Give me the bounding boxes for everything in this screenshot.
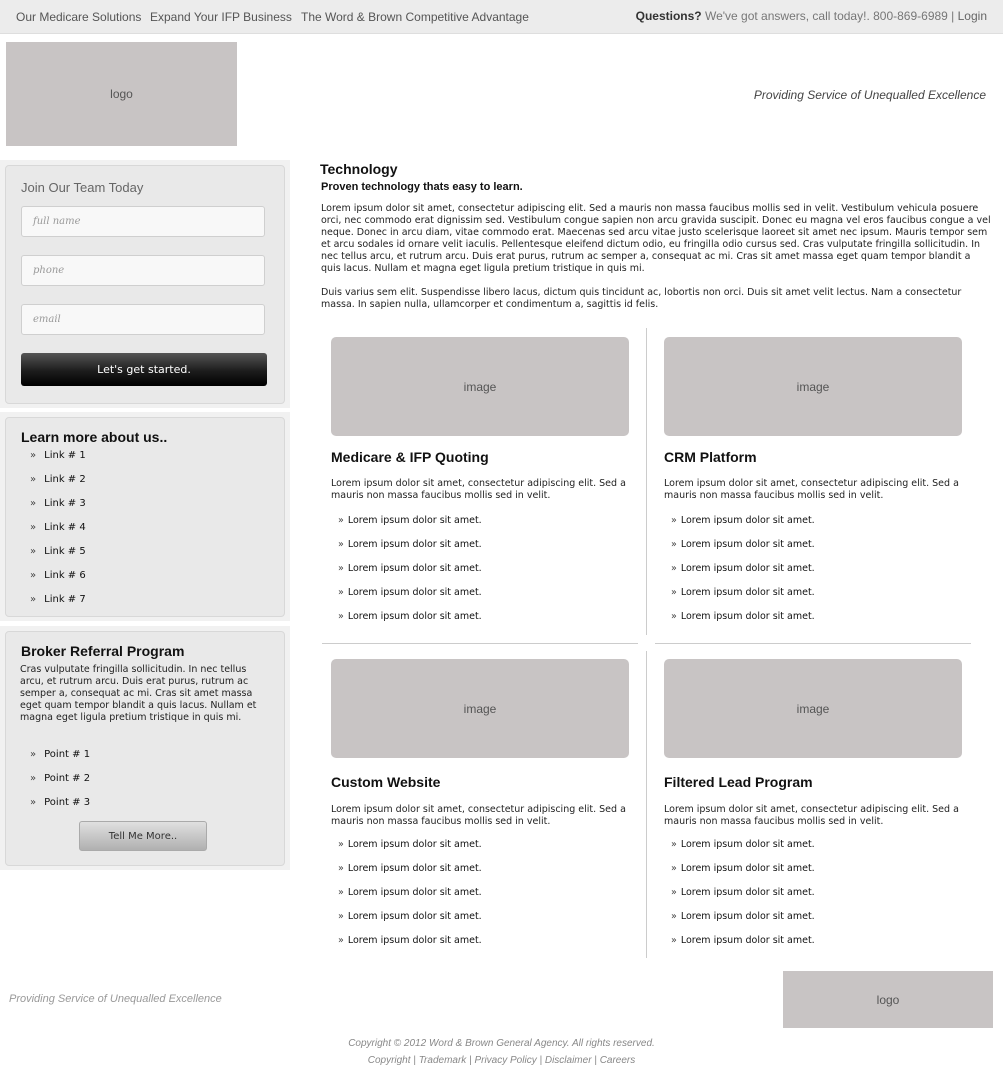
chevron-right-icon: »: [30, 749, 37, 760]
list-item: » Lorem ipsum dolor sit amet.: [671, 587, 815, 598]
chevron-right-icon: »: [30, 498, 37, 509]
list-item: » Lorem ipsum dolor sit amet.: [338, 863, 482, 874]
contact-text: We've got answers, call today!. 800-869-6989 |: [701, 9, 958, 23]
chevron-right-icon: »: [338, 539, 344, 550]
contact-label: Questions?: [635, 9, 702, 23]
card-title: Filtered Lead Program: [664, 774, 813, 790]
chevron-right-icon: »: [671, 911, 677, 922]
header-tagline: Providing Service of Unequalled Excellence: [753, 88, 986, 102]
chevron-right-icon: »: [338, 935, 344, 946]
chevron-right-icon: »: [30, 797, 37, 808]
list-item: » Lorem ipsum dolor sit amet.: [338, 887, 482, 898]
chevron-right-icon: »: [30, 773, 37, 784]
chevron-right-icon: »: [30, 522, 37, 533]
footer-link-careers[interactable]: Careers: [599, 1055, 636, 1066]
chevron-right-icon: »: [671, 611, 677, 622]
learn-link-7[interactable]: » Link # 7: [30, 594, 86, 605]
chevron-right-icon: »: [338, 515, 344, 526]
footer-tagline: Providing Service of Unequalled Excellence: [9, 993, 222, 1005]
email-input[interactable]: email: [21, 304, 265, 335]
broker-point-1: » Point # 1: [30, 749, 91, 760]
list-item: » Lorem ipsum dolor sit amet.: [671, 911, 815, 922]
card-bullets: [338, 838, 482, 958]
list-item: » Lorem ipsum dolor sit amet.: [338, 839, 482, 850]
learn-link-5[interactable]: » Link # 5: [30, 546, 86, 557]
card-image: image: [664, 337, 962, 436]
feature-card-crm-platform: [664, 337, 964, 647]
join-panel: [5, 165, 285, 404]
chevron-right-icon: »: [338, 887, 344, 898]
join-title: Join Our Team Today: [21, 180, 144, 195]
login-link[interactable]: Login: [957, 9, 987, 23]
list-item: » Lorem ipsum dolor sit amet.: [338, 611, 482, 622]
list-item: » Lorem ipsum dolor sit amet.: [338, 935, 482, 946]
footer-link-copyright[interactable]: Copyright: [367, 1055, 411, 1066]
list-item: » Lorem ipsum dolor sit amet.: [671, 563, 815, 574]
footer-link-trademark[interactable]: Trademark: [418, 1055, 467, 1066]
intro-paragraph-2: Duis varius sem elit. Suspendisse libero lacus, dictum quis tincidunt ac, lobortis non orci. Duis sit amet velit lectus. Nam a consectetur massa. In sapien nulla, ullamcorper et condimentum a, sagittis id felis.: [321, 287, 962, 310]
list-item: » Lorem ipsum dolor sit amet.: [338, 515, 482, 526]
contact-info: [636, 9, 987, 23]
grid-divider-vertical-bottom: [646, 651, 647, 958]
header-logo[interactable]: [6, 42, 237, 146]
list-item: » Lorem ipsum dolor sit amet.: [671, 839, 815, 850]
learn-link-1[interactable]: » Link # 1: [30, 450, 86, 461]
card-bullets: [338, 514, 482, 634]
chevron-right-icon: »: [671, 587, 677, 598]
top-nav: [0, 0, 1003, 34]
learn-links: [30, 449, 86, 617]
learn-link-3[interactable]: » Link # 3: [30, 498, 86, 509]
chevron-right-icon: »: [671, 935, 677, 946]
chevron-right-icon: »: [338, 911, 344, 922]
card-description: Lorem ipsum dolor sit amet, consectetur adipiscing elit. Sed a mauris non massa faucibus mollis sed in velit.: [331, 804, 626, 827]
tell-me-more-button[interactable]: Tell Me More..: [79, 821, 207, 851]
learn-panel: [5, 417, 285, 617]
broker-panel: [5, 631, 285, 866]
chevron-right-icon: »: [671, 863, 677, 874]
chevron-right-icon: »: [30, 570, 37, 581]
feature-card-custom-website: [331, 659, 631, 969]
feature-card-filtered-lead: [664, 659, 964, 969]
list-item: » Lorem ipsum dolor sit amet.: [671, 887, 815, 898]
chevron-right-icon: »: [30, 546, 37, 557]
chevron-right-icon: »: [338, 863, 344, 874]
broker-description: Cras vulputate fringilla sollicitudin. In nec tellus arcu, et rutrum arcu. Duis erat purus, rutrum ac semper a, consequat ac mi. Cras sit amet massa eget quam tempor blandit a quis lacus. Nullam et magna eget ligula pretium tristique in quis mi.: [20, 664, 257, 723]
chevron-right-icon: »: [671, 515, 677, 526]
list-item: » Lorem ipsum dolor sit amet.: [338, 539, 482, 550]
card-image: image: [331, 659, 629, 758]
list-item: » Lorem ipsum dolor sit amet.: [671, 863, 815, 874]
broker-points: [30, 748, 90, 820]
card-title: Custom Website: [331, 774, 441, 790]
intro-paragraph: Lorem ipsum dolor sit amet, consectetur adipiscing elit. Sed a mauris non massa faucibus mollis sed in velit. Vestibulum vehicula posuere orci, nec commodo erat dignissim sed. Vestibulum congue sapien non arcu gravida suscipit. Donec eu magna vel eros faucibus congue a vel neque. Donec in arcu diam, vitae commodo erat. Maecenas sed arcu vitae justo scelerisque laoreet sit amet nec ipsum. Mauris tempor sem et arcu sodales id ornare velit iaculis. Pellentesque eleifend dictum odio, eu fringilla odio cursus sed. Cras vulputate fringilla sollicitudin. In nec tellus arcu, et rutrum arcu. Duis erat purus, rutrum ac semper a, consequat ac mi. Cras sit amet massa eget quam tempor blandit a quis lacus. Nullam et magna eget ligula pretium tristique in quis mi.: [321, 203, 991, 274]
card-description: Lorem ipsum dolor sit amet, consectetur adipiscing elit. Sed a mauris non massa faucibus mollis sed in velit.: [664, 804, 959, 827]
list-item: » Lorem ipsum dolor sit amet.: [338, 563, 482, 574]
list-item: » Lorem ipsum dolor sit amet.: [338, 587, 482, 598]
card-title: CRM Platform: [664, 449, 757, 465]
chevron-right-icon: »: [671, 563, 677, 574]
list-item: » Lorem ipsum dolor sit amet.: [671, 935, 815, 946]
list-item: » Lorem ipsum dolor sit amet.: [671, 515, 815, 526]
full-name-input[interactable]: full name: [21, 206, 265, 237]
list-item: » Lorem ipsum dolor sit amet.: [671, 611, 815, 622]
header-logo-label: logo: [110, 87, 133, 101]
footer-logo[interactable]: [783, 971, 993, 1028]
chevron-right-icon: »: [338, 563, 344, 574]
broker-point-3: » Point # 3: [30, 797, 91, 808]
footer-logo-label: logo: [876, 992, 900, 1007]
page-subtitle: Proven technology thats easy to learn.: [321, 181, 523, 193]
card-bullets: [671, 838, 815, 958]
list-item: » Lorem ipsum dolor sit amet.: [671, 539, 815, 550]
card-bullets: [671, 514, 815, 634]
card-image: image: [664, 659, 962, 758]
footer-link-privacy-policy[interactable]: Privacy Policy: [474, 1055, 537, 1066]
page-title: Technology: [320, 161, 398, 177]
chevron-right-icon: »: [338, 611, 344, 622]
list-item: » Lorem ipsum dolor sit amet.: [338, 911, 482, 922]
get-started-button[interactable]: Let's get started.: [21, 353, 267, 386]
footer-link-disclaimer[interactable]: Disclaimer: [544, 1055, 592, 1066]
chevron-right-icon: »: [671, 839, 677, 850]
grid-divider-vertical-top: [646, 328, 647, 635]
learn-title: Learn more about us..: [21, 429, 168, 445]
chevron-right-icon: »: [338, 839, 344, 850]
card-title: Medicare & IFP Quoting: [331, 449, 489, 465]
chevron-right-icon: »: [30, 594, 37, 605]
feature-card-medicare-quoting: [331, 337, 631, 647]
chevron-right-icon: »: [671, 887, 677, 898]
chevron-right-icon: »: [30, 474, 37, 485]
chevron-right-icon: »: [338, 587, 344, 598]
broker-title: Broker Referral Program: [21, 643, 185, 659]
broker-point-2: » Point # 2: [30, 773, 91, 784]
card-description: Lorem ipsum dolor sit amet, consectetur adipiscing elit. Sed a mauris non massa faucibus mollis sed in velit.: [664, 478, 959, 501]
learn-link-6[interactable]: » Link # 6: [30, 570, 86, 581]
chevron-right-icon: »: [30, 450, 37, 461]
card-image: image: [331, 337, 629, 436]
learn-link-4[interactable]: » Link # 4: [30, 522, 86, 533]
phone-input[interactable]: phone: [21, 255, 265, 286]
card-description: Lorem ipsum dolor sit amet, consectetur adipiscing elit. Sed a mauris non massa faucibus mollis sed in velit.: [331, 478, 626, 501]
copyright-text: Copyright © 2012 Word & Brown General Agency. All rights reserved.: [348, 1038, 655, 1049]
chevron-right-icon: »: [671, 539, 677, 550]
nav-link-competitive-advantage[interactable]: The Word & Brown Competitive Advantage: [301, 10, 529, 24]
learn-link-2[interactable]: » Link # 2: [30, 474, 86, 485]
footer-links: Copyright | Trademark | Privacy Policy | Disclaimer | Careers: [367, 1055, 636, 1066]
nav-link-medicare-solutions[interactable]: Our Medicare Solutions: [16, 10, 142, 24]
nav-link-ifp-business[interactable]: Expand Your IFP Business: [150, 10, 292, 24]
